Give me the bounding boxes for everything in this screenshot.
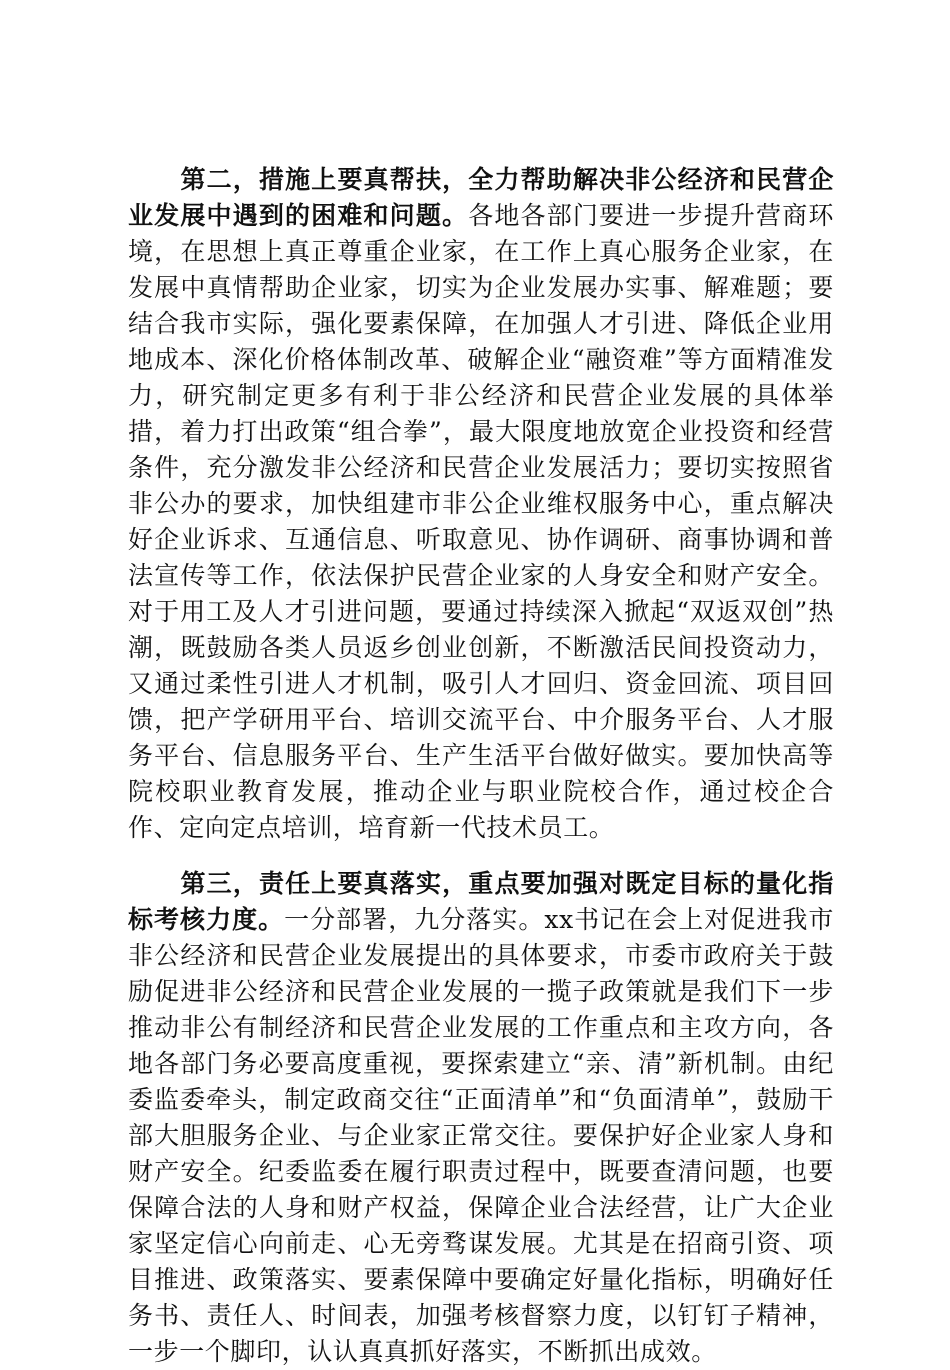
document-body — [128, 162, 834, 1370]
paragraph-heading: 第三，责任上要真落实，重点要加强对既定目标的量化指标考核力度。 — [128, 869, 834, 934]
paragraph-heading: 第二，措施上要真帮扶，全力帮助解决非公经济和民营企业发展中遇到的困难和问题。 — [128, 165, 834, 230]
paragraph-measures — [128, 162, 834, 846]
paragraph-responsibility — [128, 866, 834, 1370]
paragraph-text: 各地各部门要进一步提升营商环境，在思想上真正尊重企业家，在工作上真心服务企业家，在发展中真情帮助企业家，切实为企业发展办实事、解难题；要结合我市实际，强化要素保障，在加强人才引进、降低企业用地成本、深化价格体制改革、破解企业“融资难”等方面精准发力，研究制定更多有利于非公经济和民营企业发展的具体举措，着力打出政策“组合拳”，最大限度地放宽企业投资和经营条件，充分激发非公经济和民营企业发展活力；要切实按照省非公办的要求，加快组建市非公企业维权服务中心，重点解决好企业诉求、互通信息、听取意见、协作调研、商事协调和普法宣传等工作，依法保护民营企业家的人身安全和财产安全。对于用工及人才引进问题，要通过持续深入掀起“双返双创”热潮，既鼓励各类人员返乡创业创新，不断激活民间投资动力，又通过柔性引进人才机制，吸引人才回归、资金回流、项目回馈，把产学研用平台、培训交流平台、中介服务平台、人才服务平台、信息服务平台、生产生活平台做好做实。要加快高等院校职业教育发展，推动企业与职业院校合作，通过校企合作、定向定点培训，培育新一代技术员工。 — [128, 201, 834, 842]
paragraph-text: 一分部署，九分落实。xx书记在会上对促进我市非公经济和民营企业发展提出的具体要求，市委市政府关于鼓励促进非公经济和民营企业发展的一揽子政策就是我们下一步推动非公有制经济和民营企业发展的工作重点和主攻方向，各地各部门务必要高度重视，要探索建立“亲、清”新机制。由纪委监委牵头，制定政商交往“正面清单”和“负面清单”，鼓励干部大胆服务企业、与企业家正常交往。要保护好企业家人身和财产安全。纪委监委在履行职责过程中，既要查清问题，也要保障合法的人身和财产权益，保障企业合法经营，让广大企业家坚定信心向前走、心无旁骛谋发展。尤其是在招商引资、项目推进、政策落实、要素保障中要确定好量化指标，明确好任务书、责任人、时间表，加强考核督察力度，以钉钉子精神，一步一个脚印，认认真真抓好落实，不断抓出成效。 — [128, 905, 834, 1366]
